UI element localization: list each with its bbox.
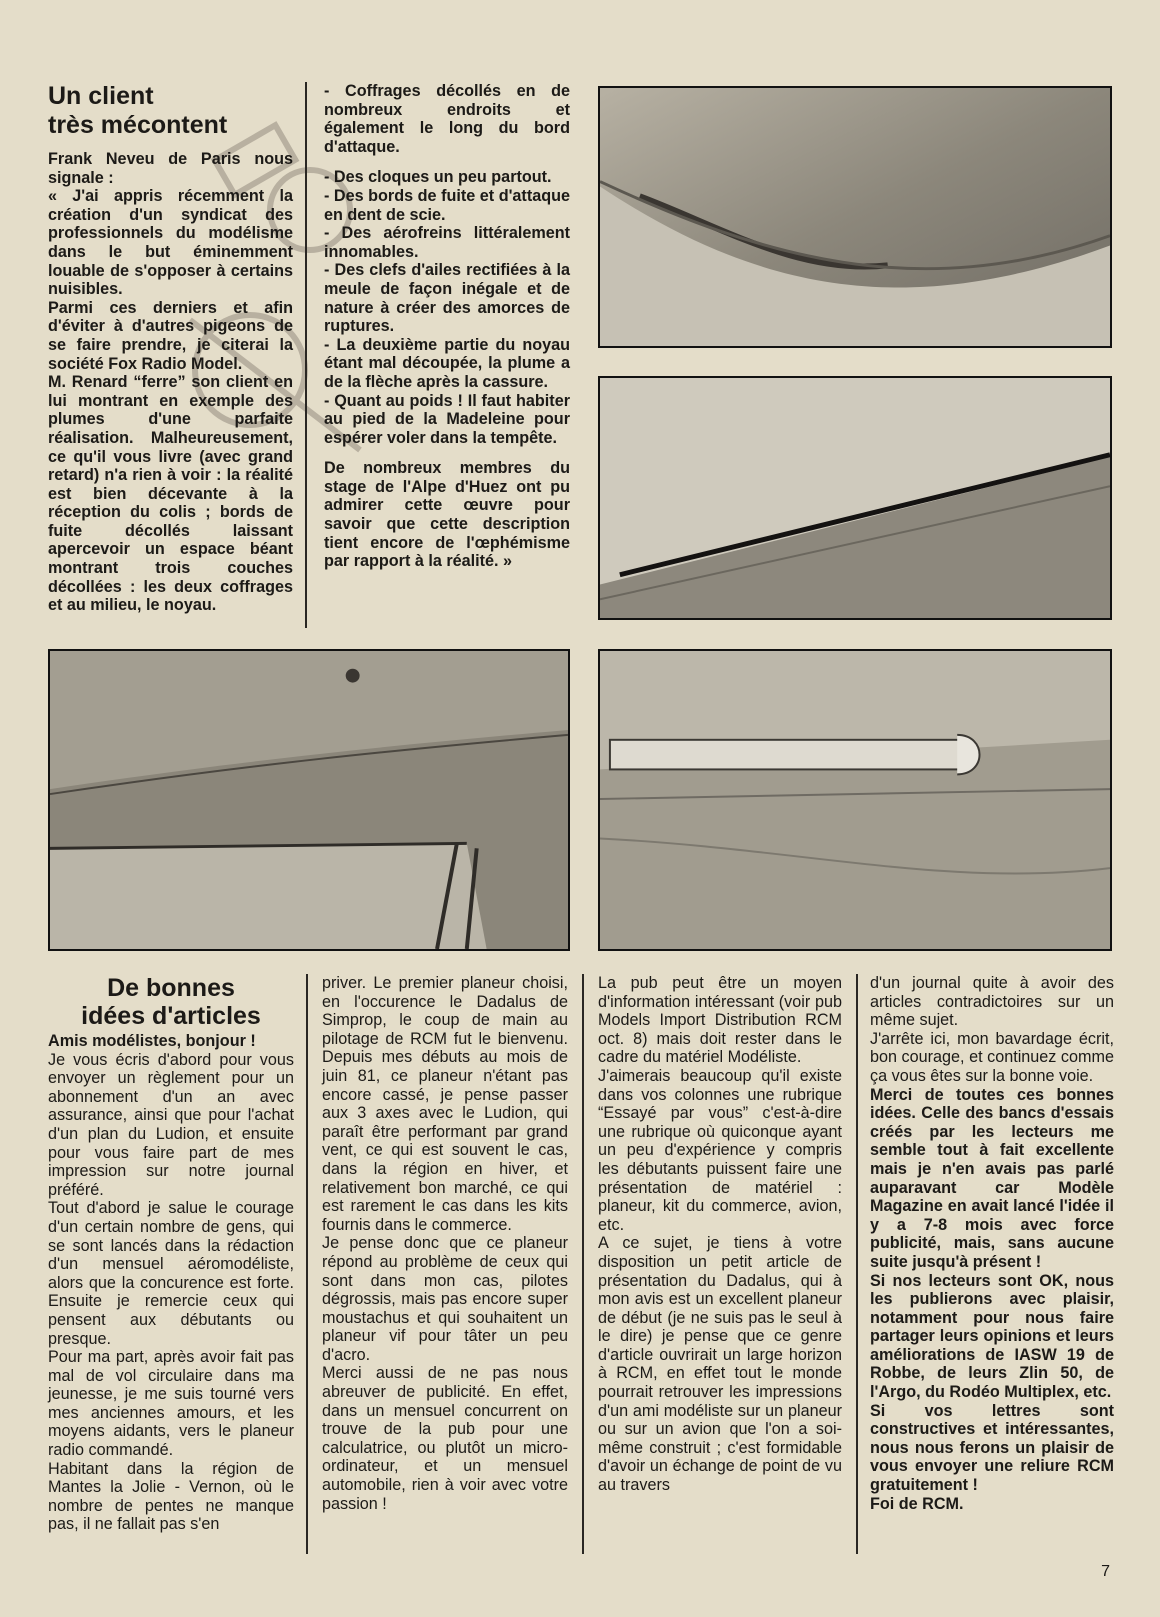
defect-item: - Des clefs d'ailes rectifiées à la meule de façon inégale et de nature à créer des amorces de ruptures.: [324, 261, 570, 336]
headline-line-1: Un client: [48, 82, 154, 110]
letter-paragraph: Je pense donc que ce planeur répond au problème de ceux qui sont dans mon cas, pilotes dégrossis, mais pas encore super moustachus et qui souhaitent un planeur vif pour tâter un peu d'acro.: [322, 1234, 568, 1364]
article2-headline: [48, 974, 294, 1030]
defect-item: - Des bords de fuite et d'attaque en dent de scie.: [324, 186, 570, 224]
greeting: Amis modélistes, bonjour !: [48, 1032, 256, 1050]
editor-reply: Si vos lettres sont constructives et intéressantes, nous nous ferons un plaisir de vous envoyer une reliure RCM gratuitement !: [870, 1401, 1114, 1495]
article1-paragraph: « J'ai appris récemment la création d'un syndicat des professionnels du modélisme dans le but éminemment louable de s'opposer à certains nuisibles.: [48, 187, 293, 299]
letter-paragraph: La pub peut être un moyen d'information intéressant (voir pub Models Import Distribution RCM oct. 8) mais doit rester dans le cadre du matériel Modéliste.: [598, 974, 842, 1067]
defect-item: - La deuxième partie du noyau étant mal découpée, la plume a de la flèche après la cassure.: [324, 335, 570, 391]
article1-paragraph: Parmi ces derniers et afin d'éviter à d'autres pigeons de se faire prendre, je citerai la société Fox Radio Model.: [48, 298, 293, 373]
wing-detail-photo-2: [598, 376, 1112, 620]
letter-paragraph: Pour ma part, après avoir fait pas mal de vol circulaire dans ma jeunesse, je me suis tourné vers mes anciennes amours, et les moyens aidants, vers le planeur radio commandé.: [48, 1348, 294, 1460]
page-number: 7: [1101, 1563, 1110, 1580]
letter-paragraph: J'arrête ici, mon bavardage écrit, bon courage, et continuez comme ça vous êtes sur la bonne voie.: [870, 1029, 1114, 1085]
defect-item: - Des aérofreins littéralement innomables.: [324, 224, 570, 261]
article2-column-3: [598, 974, 842, 1495]
article1-closing: De nombreux membres du stage de l'Alpe d'Huez ont pu admirer cette œuvre pour savoir que cette description tient encore de l'œphémisme par rapport à la réalité. »: [324, 459, 570, 571]
column-divider: [856, 974, 858, 1554]
defect-item: - Des cloques un peu partout.: [324, 168, 552, 187]
article1-column-2: [324, 82, 570, 571]
defect-item: - Quant au poids ! Il faut habiter au pied de la Madeleine pour espérer voler dans la tempête.: [324, 391, 570, 447]
headline-line-2: très mécontent: [48, 111, 228, 139]
defect-item: - Coffrages décollés en de nombreux endroits et également le long du bord d'attaque.: [324, 82, 570, 156]
article1-paragraph: M. Renard “ferre” son client en lui montrant en exemple des plumes d'une parfaite réalisation. Malheureusement, ce qu'il vous livre (avec grand retard) n'a rien à voir : la réalité est bien décevante à la réception du colis ; bords de fuite décollés laissant apercevoir un espace béant montrant trois couches décollées : les deux coffrages et au milieu, le noyau.: [48, 373, 293, 615]
article1-headline: [48, 82, 293, 140]
editor-signoff: Foi de RCM.: [870, 1494, 964, 1513]
article2-column-2: [322, 974, 568, 1513]
editor-reply: Si nos lecteurs sont OK, nous les publierons avec plaisir, notamment pour nous faire partager leurs opinions et leurs améliorations de IASW 19 de Robbe, de leurs Zlin 50, de l'Argo, du Rodéo Multiplex, etc.: [870, 1271, 1114, 1402]
letter-paragraph: Habitant dans la région de Mantes la Jolie - Vernon, où le nombre de pentes ne manque pas, il ne fallait pas s'en: [48, 1459, 294, 1534]
letter-paragraph: A ce sujet, je tiens à votre disposition un petit article de présentation du Dadalus, qui à mon avis est un excellent planeur de début (je ne suis pas le seul à le dire) je pense que ce genre d'article ouvrirait un large horizon à RCM, en effet tout le monde pourrait retrouver les impressions d'un ami modéliste sur un planeur ou sur un avion que l'on a soi-même construit ; c'est formidable d'avoir un échange de point de vu au travers: [598, 1234, 842, 1495]
letter-paragraph: Tout d'abord je salue le courage d'un certain nombre de gens, qui se sont lancés dans la rédaction d'un mensuel aéromodéliste, alors que la concurence est forte. Ensuite je remercie ceux qui pensent aux débutants ou presque.: [48, 1199, 294, 1348]
editor-reply: Merci de toutes ces bonnes idées. Celle des bancs d'essais créés par les lecteurs me semble tout à fait excellente mais je n'en avais pas parlé auparavant car Modèle Magazine en avait lancé l'idée il y a 7-8 mois avec force publicité, mais, sans aucune suite jusqu'à présent !: [870, 1085, 1114, 1271]
letter-paragraph: priver. Le premier planeur choisi, en l'occurence le Dadalus de Simprop, le coup de main au pilotage de RCM fut le bienvenu. Depuis mes débuts au mois de juin 81, ce planeur n'étant pas encore cassé, je pense passer aux 3 axes avec le Ludion, qui paraît être performant par grand vent, ce qui est souvent le cas, dans la région en hiver, et relativement bon marché, ce qui est rarement le cas dans les kits fournis dans le commerce.: [322, 974, 568, 1234]
letter-paragraph: Je vous écris d'abord pour vous envoyer un règlement pour un abonnement d'un an avec assurance, ainsi que pour l'achat d'un plan du Ludion, et ensuite pour vous faire part de mes impression sur notre journal préféré.: [48, 1050, 294, 1199]
article1-lead: Frank Neveu de Paris nous signale :: [48, 150, 293, 187]
headline-line-2: idées d'articles: [81, 1002, 261, 1030]
letter-paragraph: d'un journal quite à avoir des articles contradictoires sur un même sujet.: [870, 974, 1114, 1030]
column-divider: [582, 974, 584, 1554]
column-divider: [306, 974, 308, 1554]
wing-detail-photo-3: [48, 649, 570, 951]
wing-detail-photo-4: [598, 649, 1112, 951]
letter-paragraph: Merci aussi de ne pas nous abreuver de publicité. En effet, dans un mensuel concurrent on trouve de la pub pour une calculatrice, ou plutôt un micro-ordinateur, et un mensuel automobile, rien à voir avec votre passion !: [322, 1364, 568, 1513]
article2-column-1: [48, 974, 294, 1534]
article2-column-4: [870, 974, 1114, 1513]
column-divider: [305, 82, 307, 628]
wing-detail-photo-1: [598, 86, 1112, 348]
article1-column-1: [48, 82, 293, 615]
headline-line-1: De bonnes: [107, 974, 235, 1002]
letter-paragraph: J'aimerais beaucoup qu'il existe dans vos colonnes une rubrique “Essayé par vous” c'est-à-dire une rubrique où quiconque ayant un peu d'expérience y compris les débutants puissent faire une présentation de matériel : planeur, kit du commerce, avion, etc.: [598, 1066, 842, 1234]
